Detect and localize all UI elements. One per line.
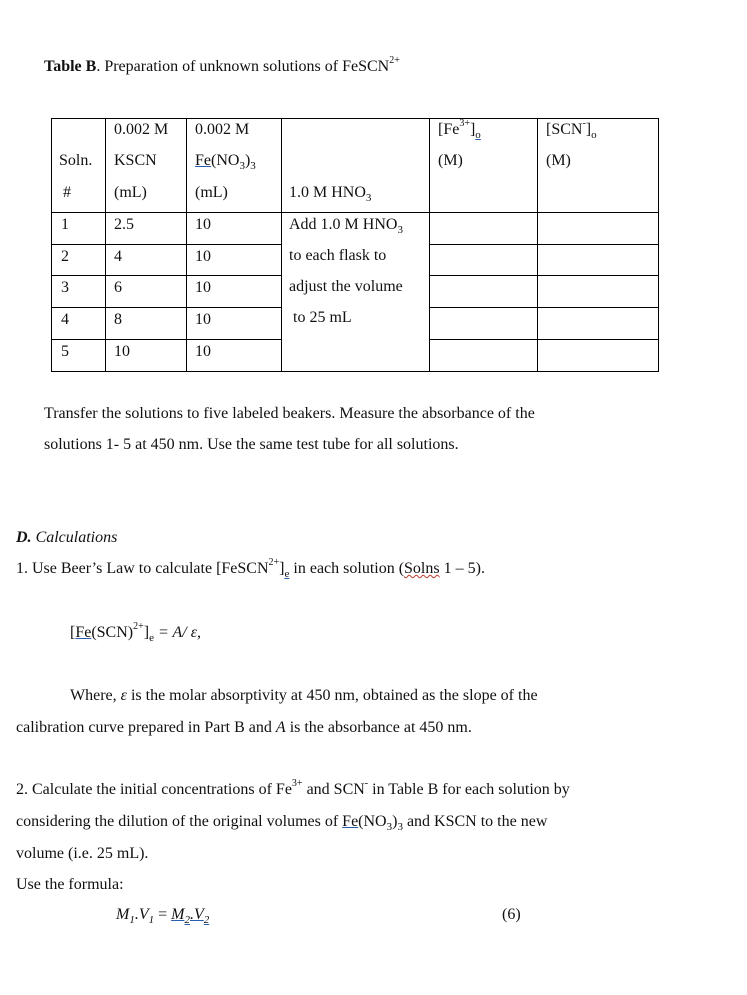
header-fe-no3 [195, 152, 256, 172]
f-m1-sub: 1 [129, 914, 135, 927]
header-hno3-text: 1.0 M HNO [289, 184, 366, 201]
where-line-1 [70, 687, 538, 705]
f-v1-sub: 1 [148, 914, 155, 927]
header-hno3 [289, 184, 371, 204]
step-2-post: in Table B for each solution by [368, 781, 570, 798]
step-2-close: ) [392, 813, 398, 830]
where-eps: ε [120, 687, 127, 704]
step-1-end: 1 – 5). [439, 560, 485, 577]
header-fe-initial-sub: o [475, 129, 481, 142]
step-2-fe: Fe [342, 813, 359, 830]
header-fe-unit: (mL) [195, 184, 228, 201]
header-fe-symbol: Fe [195, 152, 211, 169]
row-5-kscn: 10 [114, 343, 130, 360]
header-scn-initial [546, 118, 597, 142]
header-fe-initial-close: ] [469, 121, 476, 138]
step-2-pre: 2. Calculate the initial concentrations of Fe [16, 781, 292, 798]
header-scn-initial-open: [SCN [546, 121, 583, 138]
step-1 [16, 557, 485, 581]
step-2-line-1 [16, 778, 570, 799]
section-heading [16, 529, 117, 547]
hno3-note-line3: adjust the volume [289, 278, 403, 295]
header-fe-initial-open: [Fe [438, 121, 460, 138]
f-m2: M [171, 906, 185, 923]
row-1-fe: 10 [195, 216, 211, 233]
eq-close: ] [143, 624, 150, 641]
table-title-label: Table B [44, 58, 97, 75]
step-2-sup1: 3+ [291, 778, 303, 789]
hno3-note-line2: to each flask to [289, 247, 387, 264]
header-fe-conc: 0.002 M [195, 121, 250, 138]
where-line-2 [16, 719, 472, 737]
row-1-kscn: 2.5 [114, 216, 134, 233]
dilution-formula [116, 906, 209, 926]
f-dot1: .V [134, 906, 149, 923]
header-hno3-sub: 3 [365, 192, 372, 205]
header-scn-initial-unit: (M) [546, 152, 571, 169]
step-2-line-2 [16, 813, 547, 833]
hno3-note-line4: to 25 mL [293, 309, 352, 326]
where-A: A [275, 719, 286, 736]
header-scn-initial-close: ] [585, 121, 592, 138]
transfer-line-1: Transfer the solutions to five labeled beakers. Measure the absorbance of the [44, 405, 535, 422]
row-2-fe: 10 [195, 248, 211, 265]
header-kscn-conc: 0.002 M [114, 121, 169, 138]
eq-sup: 2+ [133, 621, 144, 632]
header-scn-initial-sup: - [582, 118, 586, 129]
step-2-no3: (NO [358, 813, 387, 830]
f-v2-sub: 2 [203, 914, 210, 927]
transfer-line-2: solutions 1- 5 at 450 nm. Use the same test tube for all solutions. [44, 436, 459, 453]
row-3-soln: 3 [61, 279, 69, 296]
header-fe-no3-sub: 3 [239, 160, 245, 173]
eq-sub: e [149, 632, 154, 645]
row-2-soln: 2 [61, 248, 69, 265]
header-fe-initial-sup: 3+ [459, 118, 470, 129]
eq-open: [ [70, 624, 76, 641]
equation-number: (6) [502, 906, 521, 923]
hno3-note-sub: 3 [397, 224, 403, 237]
header-kscn: KSCN [114, 152, 157, 169]
header-soln-hash: # [63, 184, 71, 201]
beers-law-equation [70, 621, 201, 645]
header-fe-initial [438, 118, 481, 142]
f-dot2: .V [189, 906, 204, 923]
step-2-sup2: - [364, 778, 369, 789]
row-5-fe: 10 [195, 343, 211, 360]
where-pre: Where, [70, 687, 121, 704]
header-scn-initial-sub: o [591, 129, 597, 142]
row-3-kscn: 6 [114, 279, 122, 296]
header-fe-initial-unit: (M) [438, 152, 463, 169]
step-2-close-sub: 3 [397, 821, 403, 834]
f-m1: M [116, 906, 130, 923]
step-2-no3-sub: 3 [386, 821, 393, 834]
section-title: Calculations [35, 529, 118, 546]
step-1-sup: 2+ [268, 557, 280, 568]
row-4-soln: 4 [61, 311, 69, 328]
row-4-fe: 10 [195, 311, 211, 328]
where-line2-pre: calibration curve prepared in Part B and [16, 719, 276, 736]
table-title-text: . Preparation of unknown solutions of FeSCN [96, 58, 390, 75]
step-2-line-4: Use the formula: [16, 876, 124, 893]
hno3-note-text: Add 1.0 M HNO [289, 216, 398, 233]
hno3-note-line1 [289, 216, 403, 236]
row-5-soln: 5 [61, 343, 69, 360]
where-post: is the molar absorptivity at 450 nm, obtained as the slope of the [126, 687, 538, 704]
row-3-fe: 10 [195, 279, 211, 296]
step-1-solns: Solns [404, 560, 440, 577]
step-1-sub: e [284, 568, 290, 581]
eq-fe: Fe [75, 624, 92, 641]
header-fe-no3-close-sub: 3 [250, 160, 256, 173]
table-title [44, 55, 400, 76]
header-kscn-unit: (mL) [114, 184, 147, 201]
step-2-line2-post: and KSCN to the new [402, 813, 548, 830]
step-1-bracket: ] [279, 560, 285, 577]
solutions-table [51, 118, 659, 372]
step-2-line2-pre: considering the dilution of the original volumes of [16, 813, 343, 830]
eq-rhs: = A/ ε, [153, 624, 201, 641]
header-fe-no3-open: (NO [211, 152, 240, 169]
table-title-sup: 2+ [389, 55, 400, 66]
step-2-mid: and SCN [302, 781, 365, 798]
f-eq: = [154, 906, 172, 923]
header-soln: Soln. [59, 152, 93, 169]
row-1-soln: 1 [61, 216, 69, 233]
step-1-mid: in each solution ( [289, 560, 405, 577]
header-fe-no3-close: ) [244, 152, 251, 169]
step-2-line-3: volume (i.e. 25 mL). [16, 845, 149, 862]
step-1-prefix: 1. Use Beer’s Law to calculate [FeSCN [16, 560, 269, 577]
row-4-kscn: 8 [114, 311, 122, 328]
f-m2-sub: 2 [184, 914, 190, 927]
section-letter: D. [16, 529, 32, 546]
where-line2-post: is the absorbance at 450 nm. [285, 719, 472, 736]
row-2-kscn: 4 [114, 248, 122, 265]
eq-scn: (SCN) [91, 624, 134, 641]
